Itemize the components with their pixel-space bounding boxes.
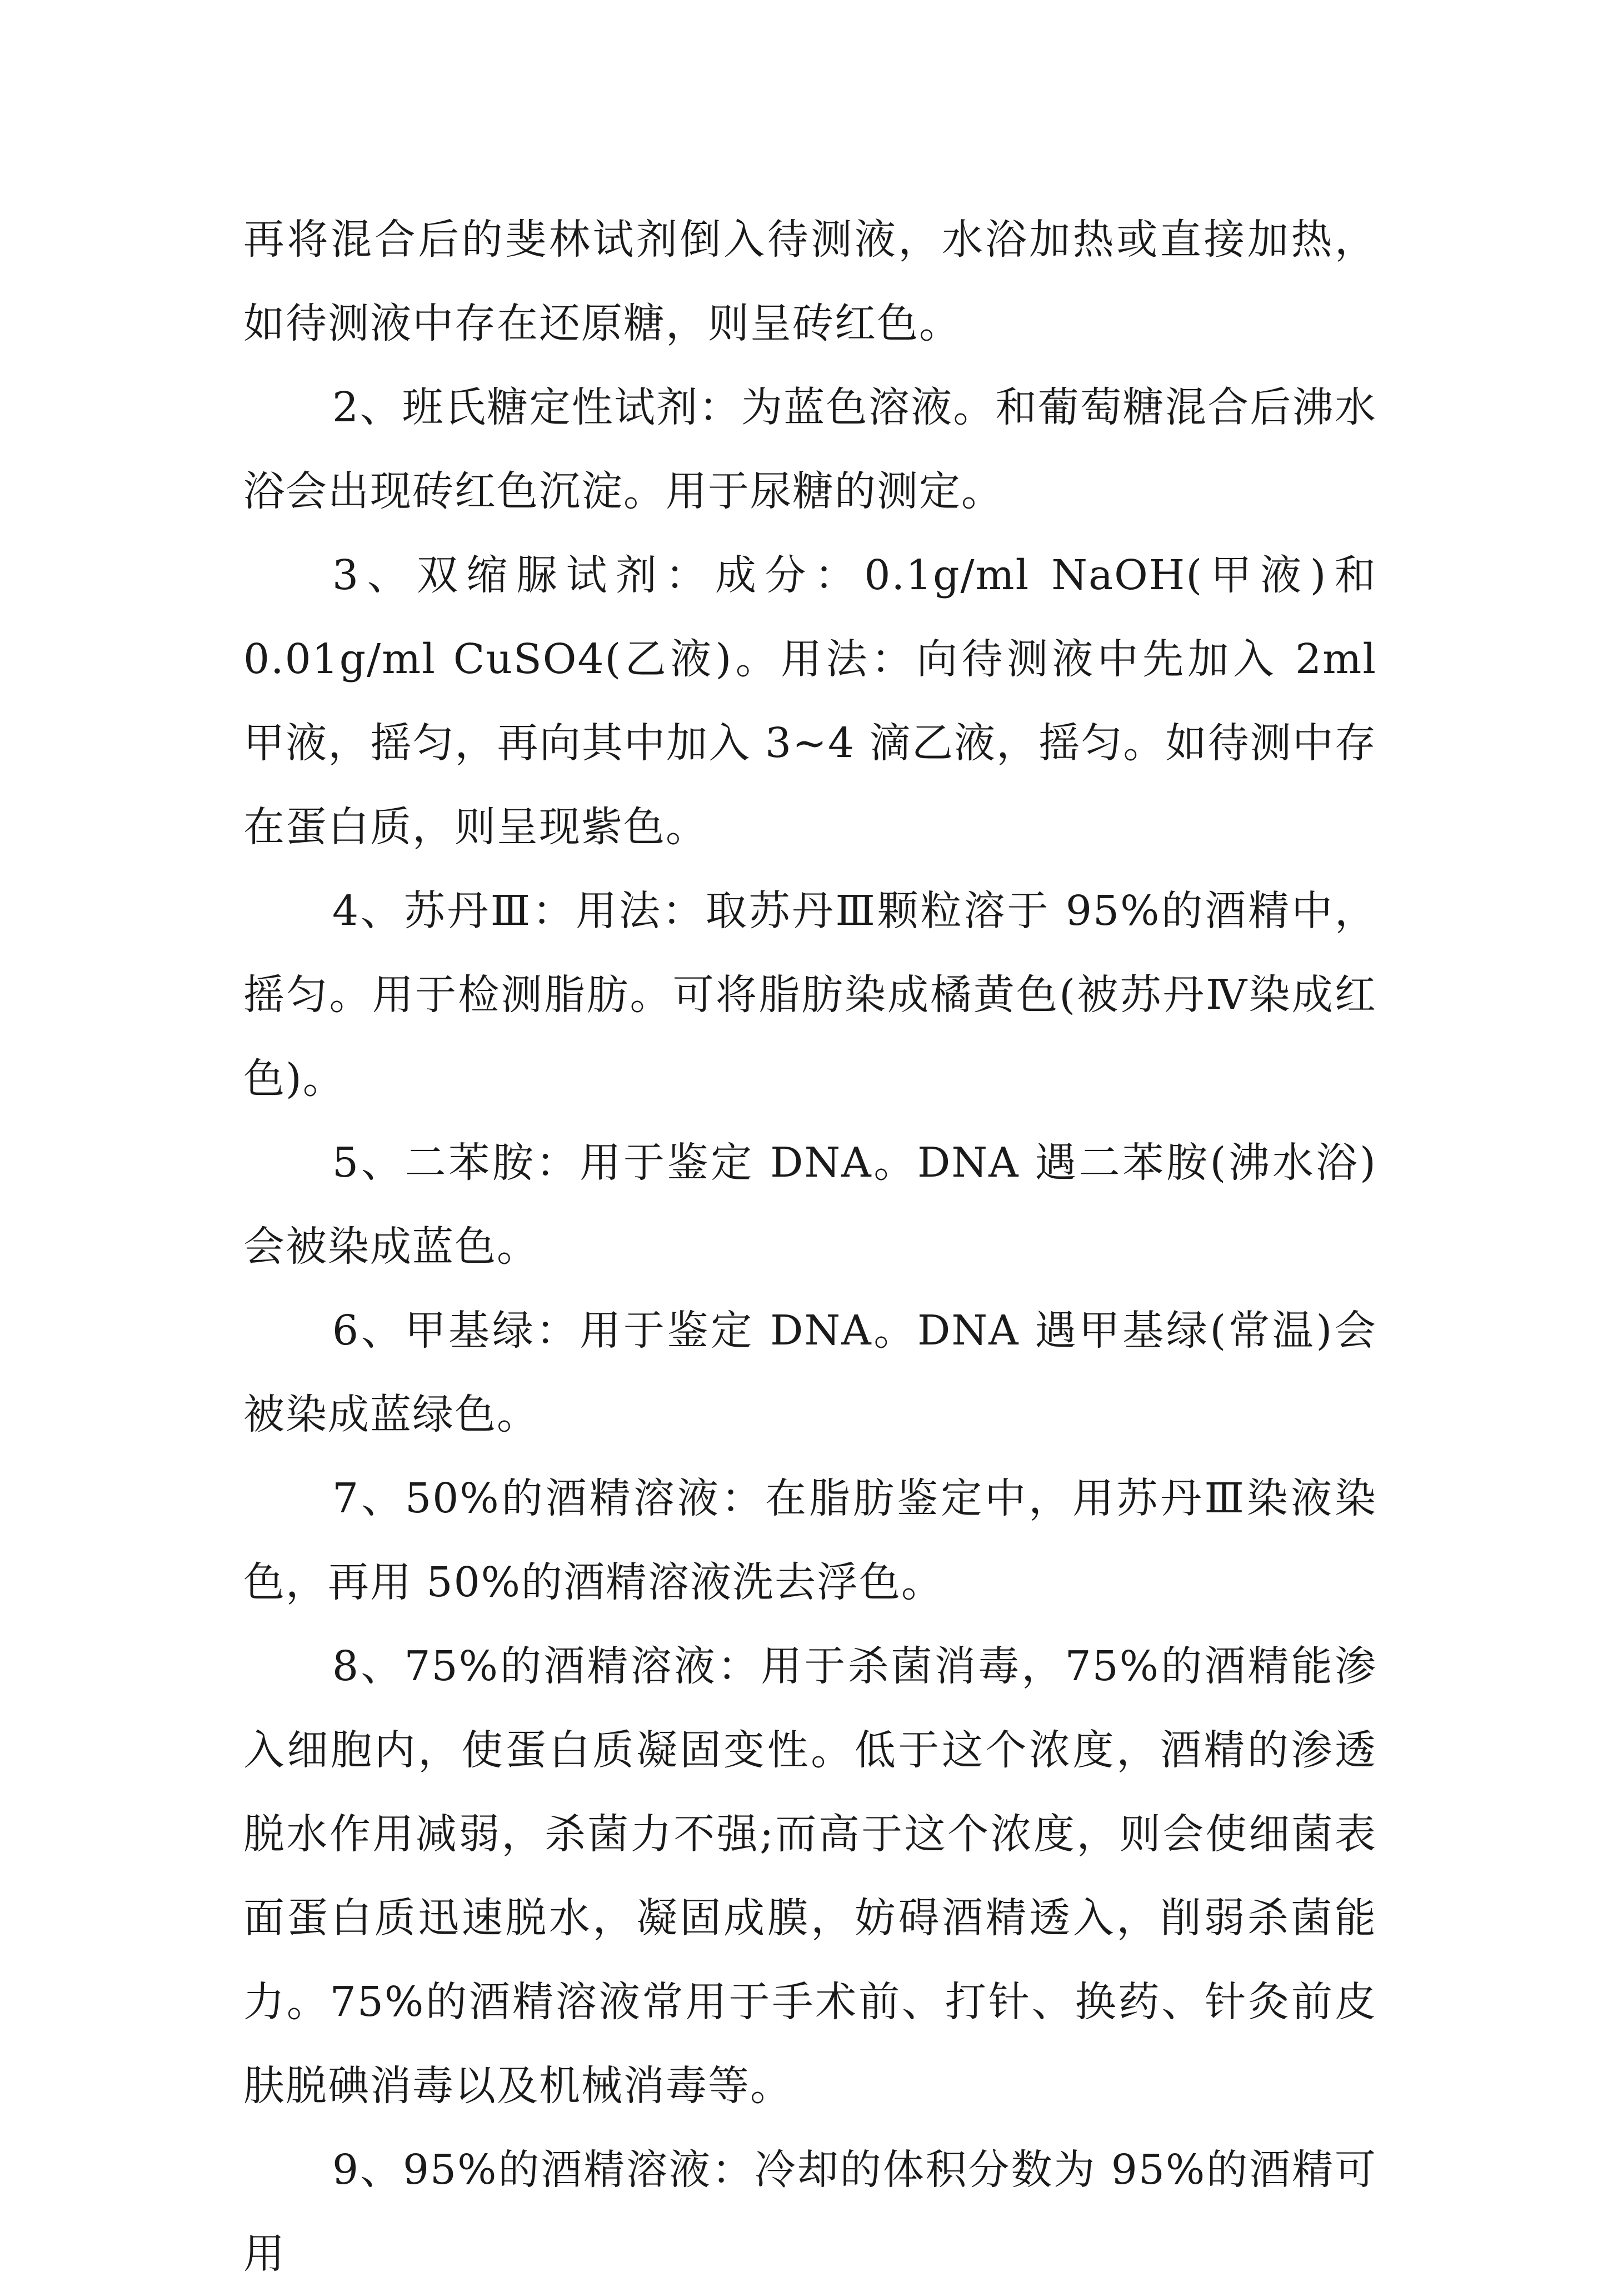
paragraph-sudan-iii: 4、苏丹Ⅲ：用法：取苏丹Ⅲ颗粒溶于 95%的酒精中，摇匀。用于检测脂肪。可将脂肪染成橘黄色(被苏丹Ⅳ染成红色)。 [243, 887, 1377, 1103]
paragraph-alcohol-95: 9、95%的酒精溶液：冷却的体积分数为 95%的酒精可用 [243, 2146, 1377, 2278]
paragraph-alcohol-50: 7、50%的酒精溶液：在脂肪鉴定中，用苏丹Ⅲ染液染色，再用 50%的酒精溶液洗去浮色。 [243, 1475, 1377, 1606]
paragraph-continued: 再将混合后的斐林试剂倒入待测液，水浴加热或直接加热，如待测液中存在还原糖，则呈砖红色。 [243, 216, 1377, 347]
paragraph-alcohol-75: 8、75%的酒精溶液：用于杀菌消毒，75%的酒精能渗入细胞内，使蛋白质凝固变性。低于这个浓度，酒精的渗透脱水作用减弱，杀菌力不强;而高于这个浓度，则会使细菌表面蛋白质迅速脱水，凝固成膜，妨碍酒精透入，削弱杀菌能力。75%的酒精溶液常用于手术前、打针、换药、针灸前皮肤脱碘消毒以及机械消毒等。 [243, 1642, 1377, 2110]
document-page [243, 198, 1377, 2296]
paragraph-benedict-reagent: 2、班氏糖定性试剂：为蓝色溶液。和葡萄糖混合后沸水浴会出现砖红色沉淀。用于尿糖的测定。 [243, 384, 1377, 515]
paragraph-methyl-green: 6、甲基绿：用于鉴定 DNA。DNA 遇甲基绿(常温)会被染成蓝绿色。 [243, 1307, 1377, 1438]
paragraph-diphenylamine: 5、二苯胺：用于鉴定 DNA。DNA 遇二苯胺(沸水浴)会被染成蓝色。 [243, 1139, 1377, 1271]
paragraph-biuret-reagent: 3、双缩脲试剂：成分：0.1g/ml NaOH(甲液)和 0.01g/ml CuSO4(乙液)。用法：向待测液中先加入 2ml 甲液，摇匀，再向其中加入 3~4 滴乙液，摇匀。如待测中存在蛋白质，则呈现紫色。 [243, 551, 1377, 851]
